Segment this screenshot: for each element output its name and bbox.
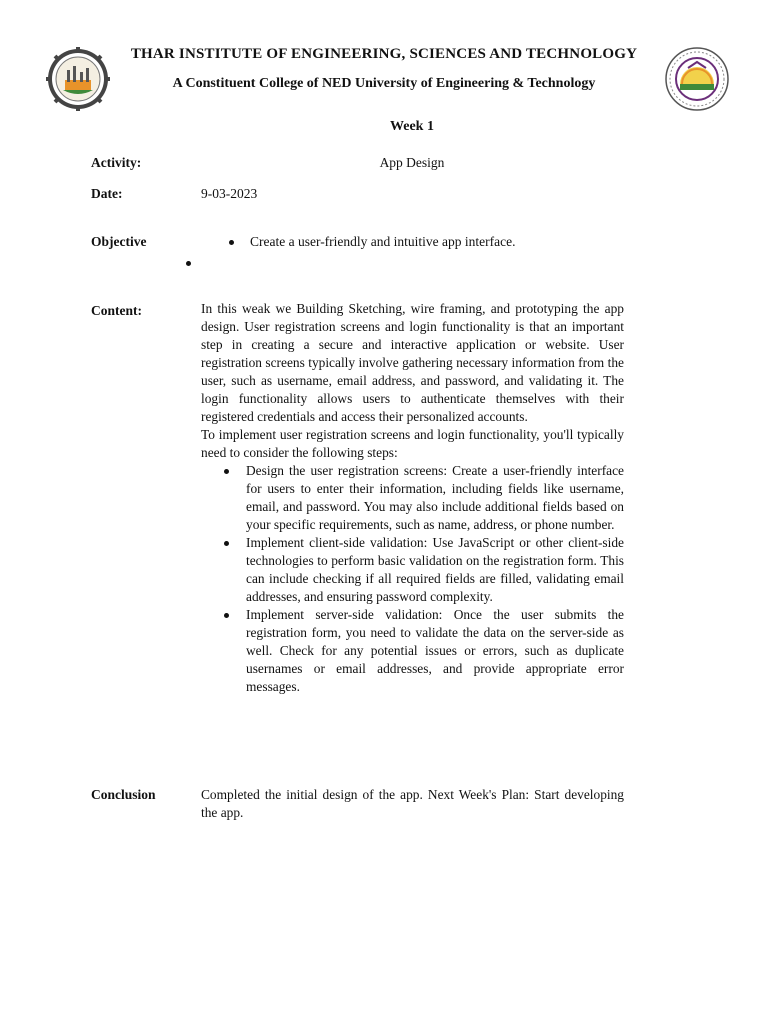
steps-list (201, 462, 624, 696)
activity-label: Activity: (91, 155, 142, 170)
objective-label: Objective (91, 234, 147, 249)
step-text: Design the user registration screens: Create a user-friendly interface for users to enter their information, including fields like username, email, and password. You may also include additional fields based on your specific requirements, such as name, address, or phone number. (246, 463, 624, 532)
step-text: Implement client-side validation: Use JavaScript or other client-side technologies to perform basic validation on the registration form. This can include checking if all required fields are filled, validating email addresses, and ensuring password complexity. (246, 535, 624, 604)
list-item (201, 534, 624, 606)
institute-subtitle: A Constituent College of NED University of Engineering & Technology (172, 76, 596, 91)
step-text: Implement server-side validation: Once the user submits the registration form, you need to validate the data on the server-side as well. Check for any potential issues or errors, such as duplicate usernames or email addresses, and provide appropriate error messages. (246, 607, 624, 694)
objective-empty-bullet (186, 261, 191, 266)
ned-university-logo-icon (664, 46, 730, 112)
content-intro: In this weak we Building Sketching, wire framing, and prototyping the app design. User registration screens and login functionality is that an important step in creating a secure and interactive application or website. User registration screens typically involve gathering necessary information from the user, such as username, email address, and password, and validating it. The login functionality allows users to authenticate themselves with their registered credentials and access their personalized accounts. (201, 301, 624, 424)
bullet-icon (224, 469, 229, 474)
content-label: Content: (91, 303, 142, 318)
conclusion-label: Conclusion (91, 787, 156, 802)
objective-item: Create a user-friendly and intuitive app interface. (250, 234, 516, 249)
activity-value: App Design (379, 155, 445, 170)
objective-bullet (229, 240, 234, 245)
date-label: Date: (91, 186, 123, 201)
week-heading: Week 1 (390, 119, 434, 134)
bullet-icon (224, 541, 229, 546)
content-steps-intro: To implement user registration screens and login functionality, you'll typically need to consider the following steps: (201, 427, 624, 460)
conclusion-text: Completed the initial design of the app. Next Week's Plan: Start developing the app. (201, 787, 624, 820)
institute-title: THAR INSTITUTE OF ENGINEERING, SCIENCES AND TECHNOLOGY (130, 46, 638, 62)
list-item (201, 462, 624, 534)
list-item (201, 606, 624, 696)
date-value: 9-03-2023 (201, 186, 258, 201)
bullet-icon (224, 613, 229, 618)
content-body (201, 300, 624, 696)
